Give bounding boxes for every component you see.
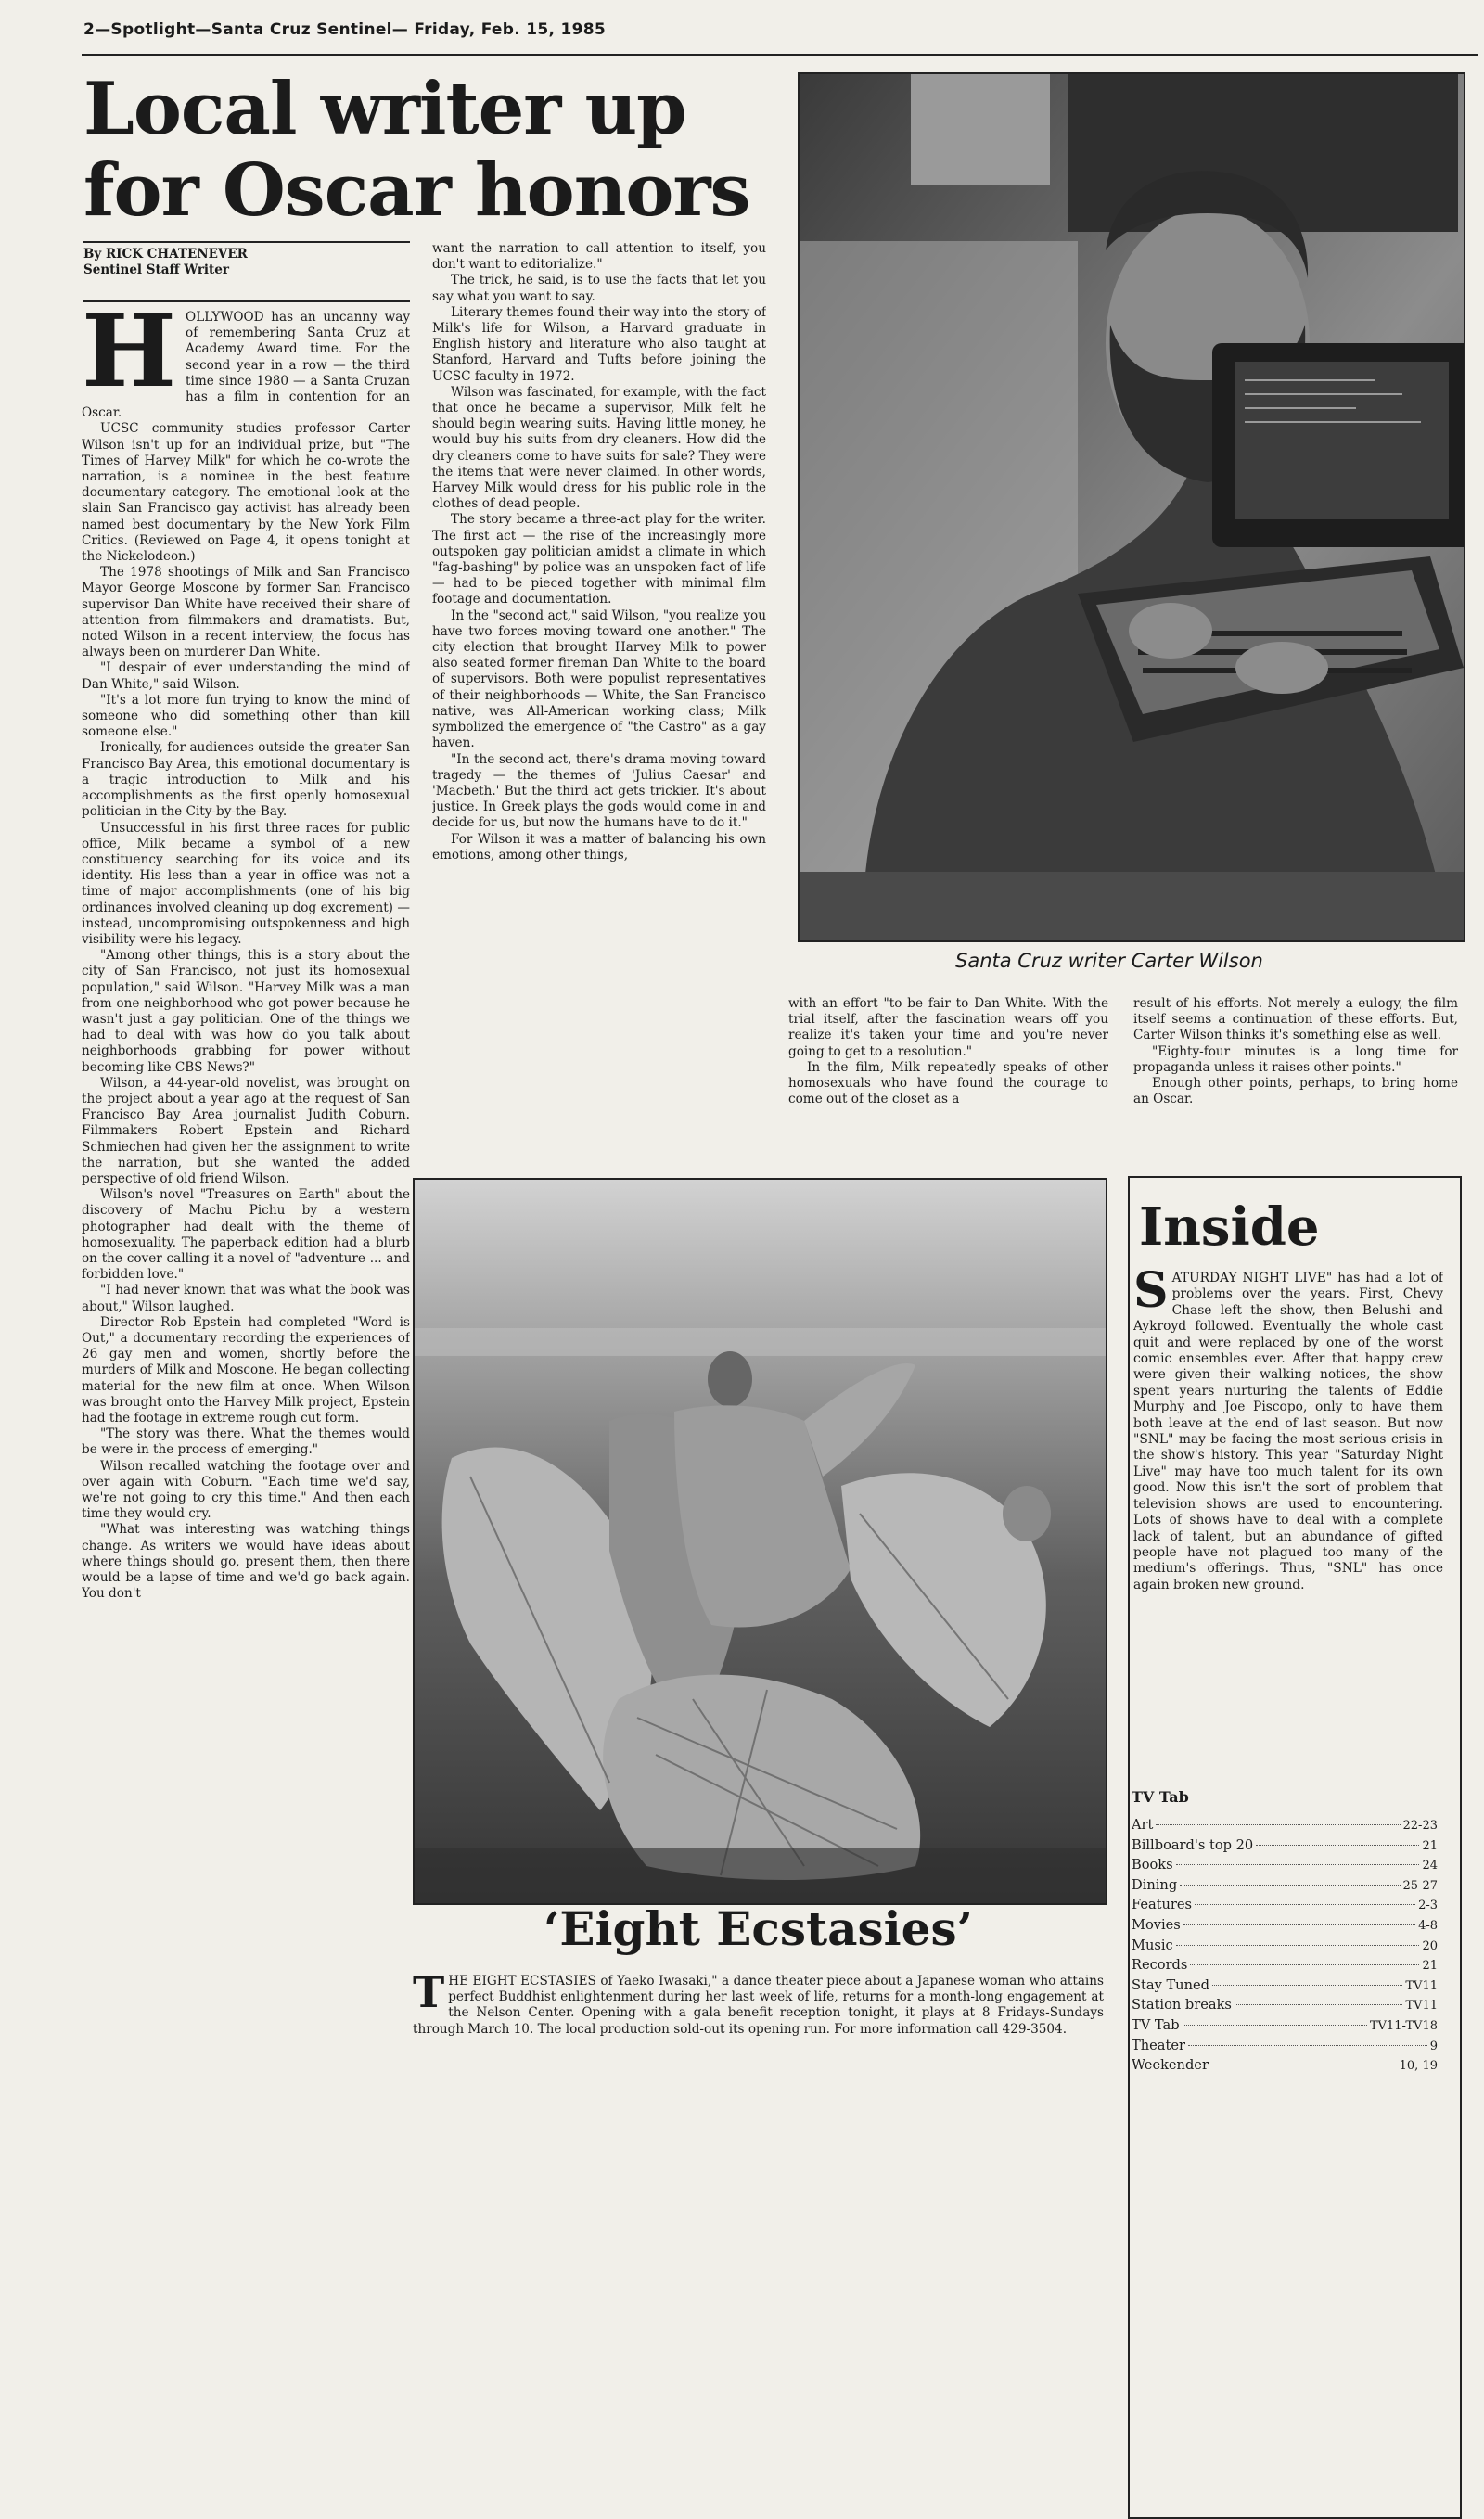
article-paragraph: want the narration to call attention to itself, you don't want to editorialize." — [432, 241, 766, 273]
headline-line-1: Local writer up — [83, 67, 686, 151]
article-paragraph: Enough other points, perhaps, to bring home an Oscar. — [1133, 1076, 1458, 1107]
article-column-3 — [788, 996, 1108, 1163]
photo-caption: Santa Cruz writer Carter Wilson — [955, 950, 1263, 972]
page-folio: 2—Spotlight—Santa Cruz Sentinel— Friday, Feb. 15, 1985 — [83, 20, 606, 39]
toc-row: Stay Tuned TV11 — [1132, 1976, 1438, 1993]
article-paragraph: result of his efforts. Not merely a eulogy, the film itself seems a continuation of these efforts. But, Carter Wilson thinks it's something else as well. — [1133, 996, 1458, 1043]
toc-row: Weekender 10, 19 — [1132, 2057, 1438, 2074]
article-paragraph: HOLLYWOOD has an uncanny way of remembering Santa Cruz at Academy Award time. For the second year in a row — the third time since 1980 — a Santa Cruzan has a film in contention for an Oscar. — [82, 310, 410, 421]
article-column-1 — [82, 310, 410, 2116]
inside-dropcap: S — [1133, 1271, 1169, 1319]
photo-carter-wilson-image — [800, 74, 1464, 940]
inside-body — [1133, 1271, 1443, 1781]
eight-ecstasies-paragraph: THE EIGHT ECSTASIES of Yaeko Iwasaki," a dance theater piece about a Japanese woman who attains perfect Buddhist enlightenment during her last week of life, returns for a month-long engagement at the Nelson Center. Opening with a gala benefit reception tonight, it plays at 8 Fridays-Sundays through March 10. The local production sold-out its opening run. For more information call 429-3504. — [413, 1974, 1104, 2037]
table-of-contents — [1132, 1816, 1438, 2077]
eight-ecstasies-title: ‘Eight Ecstasies’ — [543, 1901, 974, 1956]
byline-rule-top — [83, 241, 410, 243]
headline — [83, 69, 788, 232]
toc-row: Art 22-23 — [1132, 1817, 1438, 1833]
byline-title: Sentinel Staff Writer — [83, 262, 229, 277]
article-paragraph: The 1978 shootings of Milk and San Francisco Mayor George Moscone by former San Francisco supervisor Dan White have received their share of attention from filmmakers and dramatists. But, noted Wilson in a recent interview, the focus has always been on murderer Dan White. — [82, 565, 410, 660]
byline-rule-bottom — [83, 300, 410, 302]
toc-row: Books 24 — [1132, 1857, 1438, 1873]
article-paragraph: Wilson recalled watching the footage over and over again with Coburn. "Each time we'd say, we're not going to cry this time." And then each time they would cry. — [82, 1458, 410, 1522]
article-paragraph: "I had never known that was what the book was about," Wilson laughed. — [82, 1283, 410, 1314]
article-paragraph: "Eighty-four minutes is a long time for propaganda unless it raises other points." — [1133, 1043, 1458, 1075]
toc-row: Station breaks TV11 — [1132, 1997, 1438, 2014]
article-paragraph: "In the second act, there's drama moving toward tragedy — the themes of 'Julius Caesar' and 'Macbeth.' But the third act gets trickier. It's about justice. In Greek plays the gods would come in and decide for us, but now the humans have to do it." — [432, 751, 766, 831]
article-paragraph: Unsuccessful in his first three races for public office, Milk became a symbol of a new constituency searching for its voice and its identity. His less than a year in office was not a time of major accomplishments (one of his big ordinances involved cleaning up dog excrement) — instead, uncompromising outspokenness and high visibility were his legacy. — [82, 820, 410, 947]
byline-author: By RICK CHATENEVER — [83, 247, 248, 262]
inside-paragraph: SATURDAY NIGHT LIVE" has had a lot of problems over the years. First, Chevy Chase left the show, then Belushi and Aykroyd followed. Eventually the whole cast quit and were replaced by one of the worst comic ensembles ever. After that happy crew were given their walking notices, the show spent years nurturing the talents of Eddie Murphy and Joe Piscopo, only to have them both leave at the end of last season. But now "SNL" may be facing the most serious crisis in the show's history. This year "Saturday Night Live" may have too much talent for its own good. Now this isn't the sort of problem that television shows are used to encountering. Lots of shows have to deal with a complete lack of talent, but an abundance of gifted people have not plagued too many of the medium's offerings. Thus, "SNL" has once again broken new ground. — [1133, 1271, 1443, 1592]
article-dropcap: H — [82, 310, 177, 410]
article-paragraph: Director Rob Epstein had completed "Word is Out," a documentary recording the experiences of 26 gay men and women, shortly before the murders of Milk and Moscone. He began collecting material for the new film at once. When Wilson was brought onto the Harvey Milk project, Epstein had the footage in extreme rough cut form. — [82, 1314, 410, 1426]
toc-row: Movies 4-8 — [1132, 1916, 1438, 1933]
article-paragraph: "Among other things, this is a story about the city of San Francisco, not just its homosexual population," said Wilson. "Harvey Milk was a man from one neighborhood who got power because he wasn't just a gay politician. One of the things we had to deal with was how do you talk about neighborhoods grabbing for power without becoming like CBS News?" — [82, 948, 410, 1075]
toc-row: Billboard's top 20 21 — [1132, 1836, 1438, 1853]
article-paragraph: In the film, Milk repeatedly speaks of other homosexuals who have found the courage to come out of the closet as a — [788, 1059, 1108, 1107]
article-paragraph: Wilson's novel "Treasures on Earth" about the discovery of Machu Pichu by a western photographer had dealt with the theme of homosexuality. The paperback edition had a blurb on the cover calling it a novel of "adventure ... and forbidden love." — [82, 1187, 410, 1283]
article-paragraph: In the "second act," said Wilson, "you realize you have two forces moving toward one another." The city election that brought Harvey Milk to power also seated former fireman Dan White to the board of supervisors. Both were populist representatives of their neighborhoods — White, the San Francisco native, was All-American working class; Milk symbolized the emergence of "the Castro" as a gay haven. — [432, 607, 766, 751]
toc-row: Features 2-3 — [1132, 1897, 1438, 1913]
article-paragraph: Wilson, a 44-year-old novelist, was brought on the project about a year ago at the request of San Francisco Bay Area journalist Judith Coburn. Filmmakers Robert Epstein and Richard Schmiechen had given her the assignment to write the narration, but she wanted the added perspective of old friend Wilson. — [82, 1075, 410, 1186]
eight-ecstasies-dropcap: T — [413, 1974, 445, 2017]
toc-row: Theater 9 — [1132, 2037, 1438, 2053]
toc-row: Music 20 — [1132, 1937, 1438, 1953]
inside-title: Inside — [1139, 1196, 1320, 1258]
article-paragraph: For Wilson it was a matter of balancing his own emotions, among other things, — [432, 831, 766, 863]
byline — [83, 247, 410, 278]
top-rule — [82, 54, 1478, 56]
article-paragraph: The trick, he said, is to use the facts that let you say what you want to say. — [432, 273, 766, 304]
tv-tab-heading: TV Tab — [1132, 1788, 1189, 1806]
article-paragraph: Ironically, for audiences outside the greater San Francisco Bay Area, this emotional documentary is a tragic introduction to Milk and his accomplishments as the first openly homosexual politician in the City-by-the-Bay. — [82, 740, 410, 820]
article-paragraph: "I despair of ever understanding the mind of Dan White," said Wilson. — [82, 660, 410, 692]
article-column-2 — [432, 241, 766, 1143]
toc-row: Dining 25-27 — [1132, 1876, 1438, 1893]
headline-line-2: for Oscar honors — [83, 148, 750, 233]
toc-row: TV Tab TV11-TV18 — [1132, 2016, 1438, 2033]
photo-eight-ecstasies — [413, 1178, 1107, 1905]
article-column-4 — [1133, 996, 1458, 1163]
article-paragraph: Wilson was fascinated, for example, with the fact that once he became a supervisor, Milk felt he should begin wearing suits. Having little money, he would buy his suits from dry cleaners. How did the dry cleaners come to have suits for sale? They were the items that were never claimed. In other words, Harvey Milk would dress for his public role in the clothes of dead people. — [432, 384, 766, 512]
article-paragraph: UCSC community studies professor Carter Wilson isn't up for an individual prize, but "The Times of Harvey Milk" for which he co-wrote the narration, is a nominee in the best feature documentary category. The emotional look at the slain San Francisco gay activist has already been named best documentary by the New York Film Critics. (Reviewed on Page 4, it opens tonight at the Nickelodeon.) — [82, 421, 410, 565]
photo-dancers-image — [415, 1180, 1106, 1903]
article-paragraph: Literary themes found their way into the story of Milk's life for Wilson, a Harvard graduate in English history and literature who also taught at Stanford, Harvard and Tufts before joining the UCSC faculty in 1972. — [432, 304, 766, 384]
photo-carter-wilson — [798, 72, 1465, 942]
article-paragraph: with an effort "to be fair to Dan White. With the trial itself, after the fascination wears off you realize it's taken your time and you're never going to get to a resolution." — [788, 996, 1108, 1059]
article-paragraph: "The story was there. What the themes would be were in the process of emerging." — [82, 1426, 410, 1458]
article-paragraph: "What was interesting was watching things change. As writers we would have ideas about where things should go, present them, then there would be a lapse of time and we'd go back again. You don't — [82, 1522, 410, 1602]
toc-row: Records 21 — [1132, 1957, 1438, 1974]
article-paragraph: "It's a lot more fun trying to know the mind of someone who did something other than kill someone else." — [82, 692, 410, 740]
eight-ecstasies-body — [413, 1974, 1104, 2085]
article-paragraph: The story became a three-act play for the writer. The first act — the rise of the increasingly more outspoken gay politician amidst a climate in which "fag-bashing" by police was an unspoken fact of life — had to be pieced together with minimal film footage and documentation. — [432, 512, 766, 607]
